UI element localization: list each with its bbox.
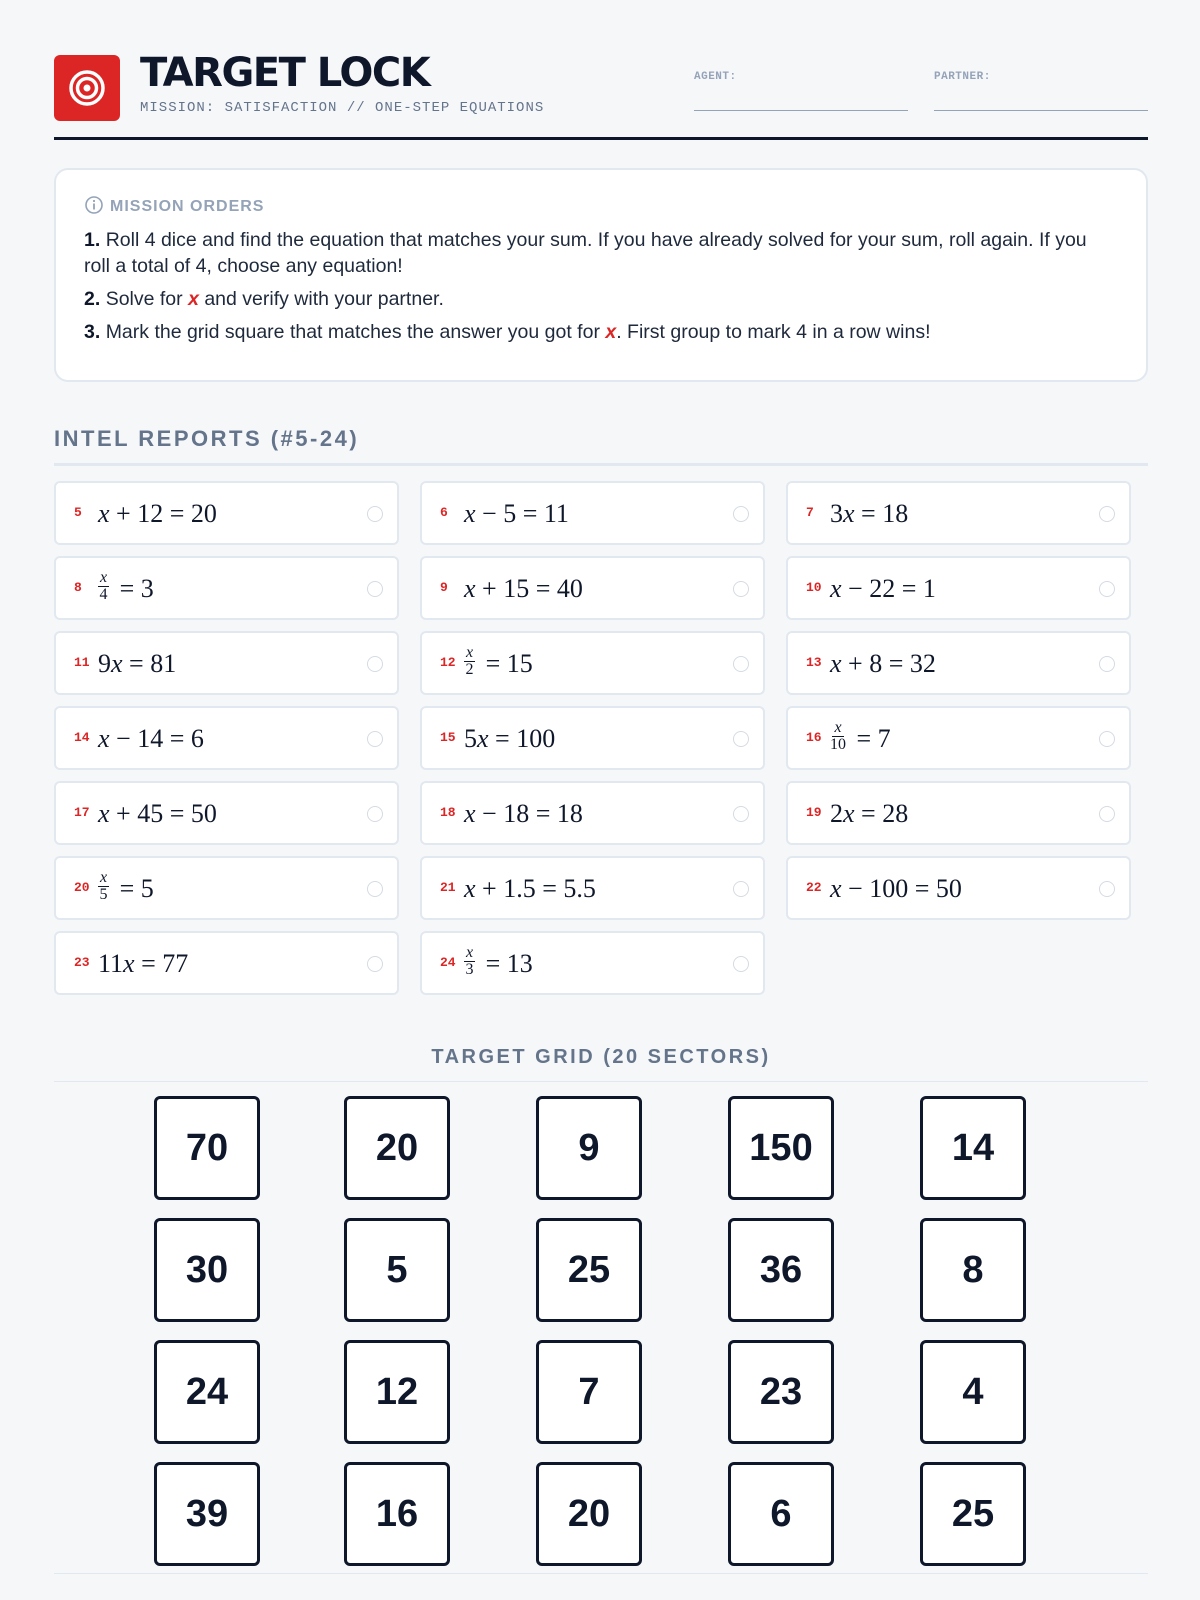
equation-card[interactable] bbox=[54, 706, 399, 770]
grid-sector[interactable]: 25 bbox=[536, 1218, 642, 1322]
equation-rhs: = 15 bbox=[479, 649, 533, 678]
target-grid bbox=[54, 1096, 1148, 1574]
equation-card[interactable] bbox=[54, 556, 399, 620]
order-step-number: 3. bbox=[84, 321, 106, 343]
solved-check-circle[interactable] bbox=[367, 656, 383, 672]
target-grid-heading: TARGET GRID (20 SECTORS) bbox=[54, 1046, 1148, 1082]
equation-rhs: = 5 bbox=[113, 874, 154, 903]
fraction-numerator: x bbox=[466, 943, 474, 961]
solved-check-circle[interactable] bbox=[733, 581, 749, 597]
equation-card[interactable] bbox=[420, 481, 765, 545]
fraction-numerator: x bbox=[466, 643, 474, 661]
solved-check-circle[interactable] bbox=[367, 956, 383, 972]
equation-number: 24 bbox=[440, 955, 456, 970]
equation-card[interactable] bbox=[786, 631, 1131, 695]
equation-card[interactable] bbox=[786, 481, 1131, 545]
equation-text bbox=[98, 568, 154, 608]
grid-sector[interactable]: 70 bbox=[154, 1096, 260, 1200]
equation-text: 11x = 77 bbox=[98, 949, 189, 978]
order-step bbox=[84, 319, 1118, 345]
intel-reports-heading: INTEL REPORTS (#5-24) bbox=[54, 426, 1148, 466]
equation-text: x − 5 = 11 bbox=[464, 499, 569, 528]
solved-check-circle[interactable] bbox=[1099, 731, 1115, 747]
equation-text bbox=[464, 943, 533, 983]
agent-label: AGENT: bbox=[694, 71, 737, 83]
equation-card[interactable] bbox=[54, 856, 399, 920]
equation-text: 5x = 100 bbox=[464, 724, 556, 753]
fraction bbox=[464, 945, 475, 978]
equation-number: 23 bbox=[74, 955, 90, 970]
solved-check-circle[interactable] bbox=[733, 956, 749, 972]
equation-number: 21 bbox=[440, 880, 456, 895]
solved-check-circle[interactable] bbox=[1099, 881, 1115, 897]
grid-sector[interactable]: 24 bbox=[154, 1340, 260, 1444]
solved-check-circle[interactable] bbox=[733, 731, 749, 747]
intel-report-cards bbox=[54, 481, 1148, 1008]
equation-card[interactable] bbox=[420, 706, 765, 770]
mission-orders-title: MISSION ORDERS bbox=[110, 198, 265, 215]
solved-check-circle[interactable] bbox=[1099, 656, 1115, 672]
equation-number: 10 bbox=[806, 580, 822, 595]
info-icon bbox=[84, 195, 104, 220]
equation-number: 15 bbox=[440, 730, 456, 745]
equation-text: x + 1.5 = 5.5 bbox=[464, 874, 596, 903]
fraction-numerator: x bbox=[100, 868, 108, 886]
equation-rhs: = 3 bbox=[113, 574, 154, 603]
solved-check-circle[interactable] bbox=[367, 806, 383, 822]
grid-sector[interactable]: 36 bbox=[728, 1218, 834, 1322]
orders-list bbox=[84, 227, 1118, 345]
fraction-denominator: 3 bbox=[465, 960, 474, 978]
equation-card[interactable] bbox=[786, 856, 1131, 920]
equation-card[interactable] bbox=[420, 631, 765, 695]
equation-text: x + 12 = 20 bbox=[98, 499, 217, 528]
equation-number: 11 bbox=[74, 655, 90, 670]
equation-card[interactable] bbox=[420, 856, 765, 920]
solved-check-circle[interactable] bbox=[367, 581, 383, 597]
agent-field[interactable] bbox=[694, 66, 908, 111]
fraction-denominator: 4 bbox=[99, 585, 108, 603]
grid-sector[interactable]: 150 bbox=[728, 1096, 834, 1200]
equation-text: x − 18 = 18 bbox=[464, 799, 583, 828]
solved-check-circle[interactable] bbox=[367, 881, 383, 897]
fraction-denominator: 10 bbox=[830, 735, 846, 753]
grid-sector[interactable]: 20 bbox=[536, 1462, 642, 1566]
equation-text: x − 14 = 6 bbox=[98, 724, 204, 753]
grid-sector[interactable]: 6 bbox=[728, 1462, 834, 1566]
solved-check-circle[interactable] bbox=[733, 506, 749, 522]
grid-sector[interactable]: 25 bbox=[920, 1462, 1026, 1566]
solved-check-circle[interactable] bbox=[733, 881, 749, 897]
fraction bbox=[98, 870, 109, 903]
order-step-text: Roll 4 dice and find the equation that matches your sum. If you have already solved for your sum, roll again. If you roll a total of 4, choose any equation! bbox=[84, 229, 1087, 277]
grid-sector[interactable]: 7 bbox=[536, 1340, 642, 1444]
variable-x: x bbox=[188, 288, 199, 310]
solved-check-circle[interactable] bbox=[1099, 581, 1115, 597]
mission-orders-heading bbox=[84, 197, 1118, 217]
equation-card[interactable] bbox=[54, 631, 399, 695]
grid-sector[interactable]: 4 bbox=[920, 1340, 1026, 1444]
equation-number: 16 bbox=[806, 730, 822, 745]
fraction bbox=[464, 645, 475, 678]
page-subtitle: MISSION: SATISFACTION // ONE-STEP EQUATIONS bbox=[140, 100, 545, 116]
equation-text: x + 8 = 32 bbox=[830, 649, 936, 678]
solved-check-circle[interactable] bbox=[367, 731, 383, 747]
solved-check-circle[interactable] bbox=[733, 806, 749, 822]
equation-number: 14 bbox=[74, 730, 90, 745]
equation-number: 8 bbox=[74, 580, 82, 595]
grid-sector[interactable]: 8 bbox=[920, 1218, 1026, 1322]
equation-number: 5 bbox=[74, 505, 82, 520]
equation-card[interactable] bbox=[420, 781, 765, 845]
grid-sector[interactable]: 39 bbox=[154, 1462, 260, 1566]
equation-number: 18 bbox=[440, 805, 456, 820]
mission-orders-box bbox=[54, 168, 1148, 382]
solved-check-circle[interactable] bbox=[1099, 506, 1115, 522]
equation-rhs: = 13 bbox=[479, 949, 533, 978]
equation-rhs: = 7 bbox=[850, 724, 891, 753]
worksheet-page bbox=[54, 0, 1148, 1535]
grid-sector[interactable]: 5 bbox=[344, 1218, 450, 1322]
order-step-text: Mark the grid square that matches the answer you got for bbox=[105, 321, 606, 343]
equation-text: x + 45 = 50 bbox=[98, 799, 217, 828]
equation-number: 20 bbox=[74, 880, 90, 895]
equation-text: 3x = 18 bbox=[830, 499, 909, 528]
equation-card[interactable] bbox=[786, 706, 1131, 770]
equation-number: 7 bbox=[806, 505, 814, 520]
equation-text: 2x = 28 bbox=[830, 799, 909, 828]
grid-sector[interactable]: 14 bbox=[920, 1096, 1026, 1200]
equation-text: x + 15 = 40 bbox=[464, 574, 583, 603]
grid-sector[interactable]: 23 bbox=[728, 1340, 834, 1444]
partner-field[interactable] bbox=[934, 66, 1148, 111]
fraction-denominator: 2 bbox=[465, 660, 474, 678]
fraction bbox=[830, 720, 846, 753]
logo bbox=[54, 55, 120, 121]
fraction-numerator: x bbox=[100, 568, 108, 586]
order-step bbox=[84, 286, 1118, 312]
solved-check-circle[interactable] bbox=[733, 656, 749, 672]
order-step-number: 2. bbox=[84, 288, 106, 310]
equation-card[interactable] bbox=[420, 931, 765, 995]
equation-text bbox=[830, 718, 891, 758]
equation-card[interactable] bbox=[54, 781, 399, 845]
equation-card[interactable] bbox=[54, 481, 399, 545]
variable-x: x bbox=[605, 321, 617, 343]
grid-sector[interactable]: 16 bbox=[344, 1462, 450, 1566]
solved-check-circle[interactable] bbox=[1099, 806, 1115, 822]
grid-sector[interactable]: 9 bbox=[536, 1096, 642, 1200]
order-step-text: and verify with your partner. bbox=[198, 288, 444, 310]
order-step bbox=[84, 227, 1118, 279]
solved-check-circle[interactable] bbox=[367, 506, 383, 522]
order-step-number: 1. bbox=[84, 229, 106, 251]
equation-card[interactable] bbox=[786, 556, 1131, 620]
equation-number: 6 bbox=[440, 505, 448, 520]
grid-sector[interactable]: 30 bbox=[154, 1218, 260, 1322]
grid-sector[interactable]: 20 bbox=[344, 1096, 450, 1200]
equation-number: 13 bbox=[806, 655, 822, 670]
equation-text bbox=[98, 868, 154, 908]
fraction-numerator: x bbox=[834, 718, 842, 736]
equation-number: 12 bbox=[440, 655, 456, 670]
equation-card[interactable] bbox=[420, 556, 765, 620]
equation-number: 17 bbox=[74, 805, 90, 820]
equation-number: 22 bbox=[806, 880, 822, 895]
equation-number: 9 bbox=[440, 580, 448, 595]
order-step-text: . First group to mark 4 in a row wins! bbox=[616, 321, 931, 343]
header bbox=[54, 0, 1148, 140]
fraction bbox=[98, 570, 109, 603]
page-title: TARGET LOCK bbox=[140, 50, 430, 96]
partner-label: PARTNER: bbox=[934, 71, 991, 83]
equation-text: 9x = 81 bbox=[98, 649, 177, 678]
equation-number: 19 bbox=[806, 805, 822, 820]
order-step-text: Solve for bbox=[105, 288, 189, 310]
equation-text: x − 100 = 50 bbox=[830, 874, 962, 903]
equation-text: x − 22 = 1 bbox=[830, 574, 936, 603]
fraction-denominator: 5 bbox=[99, 885, 108, 903]
equation-card[interactable] bbox=[786, 781, 1131, 845]
equation-text bbox=[464, 643, 533, 683]
equation-card[interactable] bbox=[54, 931, 399, 995]
grid-sector[interactable]: 12 bbox=[344, 1340, 450, 1444]
